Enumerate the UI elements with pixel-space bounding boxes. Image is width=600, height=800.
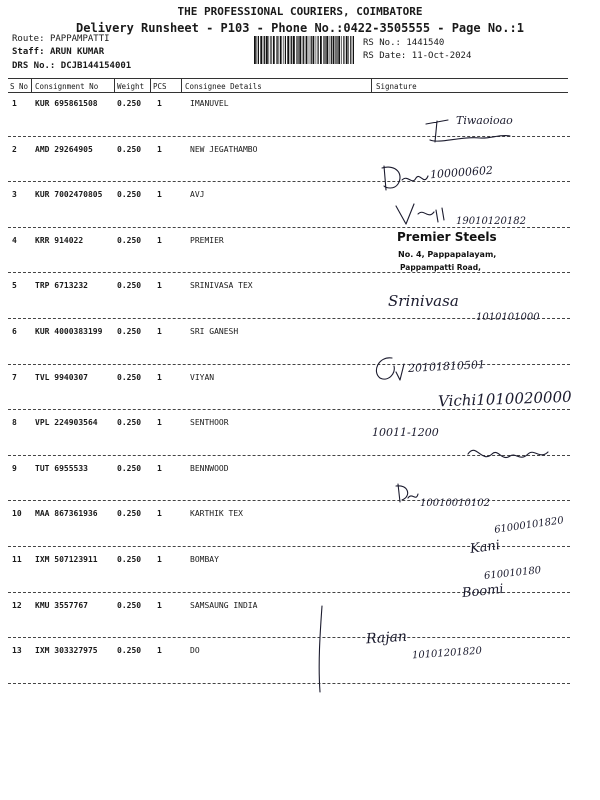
barcode-icon bbox=[254, 36, 354, 64]
row-consignment-no: MAA 867361936 bbox=[35, 509, 98, 519]
row-weight: 0.250 bbox=[117, 281, 142, 291]
signature-5-text: 1010101000 bbox=[476, 312, 540, 323]
stamp-company: Premier Steels bbox=[397, 230, 497, 244]
route-line bbox=[12, 34, 110, 44]
col-divider bbox=[31, 78, 32, 92]
signature-12-text: 10101201820 bbox=[411, 645, 483, 662]
signature-6-text: 20101810501 bbox=[407, 357, 486, 376]
row-weight: 0.250 bbox=[117, 418, 142, 428]
row-consignee: SRI GANESH bbox=[190, 327, 239, 336]
signature-3-text: 19010120182 bbox=[456, 216, 526, 227]
signature-9-text: 10010010102 bbox=[420, 498, 490, 509]
row-consignee: DO bbox=[190, 646, 200, 656]
signature-12-name: Rajan bbox=[365, 628, 408, 648]
row-sno: 11 bbox=[12, 555, 22, 564]
col-divider bbox=[150, 78, 151, 92]
stamp-address-1: No. 4, Pappapalayam, bbox=[398, 250, 497, 259]
route-value: PAPPAMPATTI bbox=[49, 34, 110, 44]
row-sno: 10 bbox=[12, 509, 22, 519]
row-consignee: SENTHOOR bbox=[190, 418, 229, 428]
row-weight: 0.250 bbox=[117, 327, 142, 336]
rs-no-value: 1441540 bbox=[406, 38, 445, 48]
row-sno: 12 bbox=[12, 600, 22, 610]
row-sno: 3 bbox=[12, 190, 17, 200]
rs-no-label: RS No.: bbox=[363, 38, 401, 48]
row-consignee: SRINIVASA TEX bbox=[190, 281, 253, 291]
signature-10-text: 61000101820 bbox=[493, 515, 565, 536]
row-separator bbox=[8, 181, 570, 182]
row-sno: 6 bbox=[12, 327, 17, 336]
row-consignee: SAMSAUNG INDIA bbox=[190, 600, 258, 610]
drs-value: DCJB144154001 bbox=[60, 61, 132, 71]
row-consignment-no: KRR 914022 bbox=[35, 235, 84, 245]
row-consignment-no: KUR 4000383199 bbox=[35, 327, 103, 336]
col-header-consignee: Consignee Details bbox=[185, 82, 262, 91]
col-header-signature: Signature bbox=[376, 82, 417, 91]
row-pcs: 1 bbox=[157, 99, 162, 108]
row-consignee: IMANUVEL bbox=[190, 99, 229, 108]
row-consignment-no: TVL 9940307 bbox=[35, 372, 88, 382]
row-weight: 0.250 bbox=[117, 144, 142, 154]
row-consignment-no: IXM 507123911 bbox=[35, 555, 98, 564]
row-pcs: 1 bbox=[157, 235, 162, 245]
row-consignment-no: KUR 7002470805 bbox=[35, 190, 103, 200]
row-pcs: 1 bbox=[157, 555, 162, 564]
staff-line bbox=[12, 47, 104, 57]
row-sno: 8 bbox=[12, 418, 17, 428]
row-sno: 2 bbox=[12, 144, 17, 154]
row-weight: 0.250 bbox=[117, 555, 142, 564]
drs-line bbox=[12, 61, 131, 71]
signature-10-name: Kani bbox=[469, 537, 501, 558]
row-pcs: 1 bbox=[157, 327, 162, 336]
row-pcs: 1 bbox=[157, 372, 162, 382]
signature-11-text: 610010180 bbox=[483, 565, 542, 582]
row-weight: 0.250 bbox=[117, 463, 142, 473]
signature-7-text: Vichi1010020000 bbox=[437, 387, 572, 411]
row-pcs: 1 bbox=[157, 418, 162, 428]
row-sno: 1 bbox=[12, 99, 17, 108]
signature-5-name: Srinivasa bbox=[388, 292, 459, 310]
signature-8[interactable] bbox=[462, 440, 562, 470]
row-consignment-no: TRP 6713232 bbox=[35, 281, 88, 291]
row-consignee: AVJ bbox=[190, 190, 205, 200]
rs-date-line bbox=[363, 51, 471, 61]
row-consignee: BENNWOOD bbox=[190, 463, 229, 473]
row-separator bbox=[8, 364, 570, 365]
row-sno: 9 bbox=[12, 463, 17, 473]
staff-label: Staff: bbox=[12, 47, 45, 57]
signature-8-text: 10011-1200 bbox=[372, 426, 439, 439]
signature-2-text: 100000602 bbox=[429, 163, 494, 182]
col-divider bbox=[114, 78, 115, 92]
rs-date-value: 11-Oct-2024 bbox=[411, 51, 472, 61]
company-name: THE PROFESSIONAL COURIERS, COIMBATORE bbox=[177, 5, 423, 18]
row-pcs: 1 bbox=[157, 463, 162, 473]
signature-6[interactable] bbox=[370, 352, 410, 384]
signature-1-text: Tiwaoioao bbox=[456, 114, 513, 127]
rs-date-label: RS Date: bbox=[363, 51, 407, 61]
col-header-consignment: Consignment No bbox=[35, 82, 99, 91]
row-weight: 0.250 bbox=[117, 600, 142, 610]
drs-label: DRS No.: bbox=[12, 61, 56, 71]
col-divider bbox=[371, 78, 372, 92]
signature-3[interactable] bbox=[392, 200, 452, 230]
signature-2[interactable] bbox=[378, 160, 438, 196]
row-pcs: 1 bbox=[157, 600, 162, 610]
row-pcs: 1 bbox=[157, 281, 162, 291]
table-header-rule bbox=[8, 92, 568, 93]
row-pcs: 1 bbox=[157, 646, 162, 656]
row-weight: 0.250 bbox=[117, 509, 142, 519]
row-consignee: KARTHIK TEX bbox=[190, 509, 243, 519]
row-sno: 5 bbox=[12, 281, 17, 291]
row-consignee: PREMIER bbox=[190, 235, 224, 245]
col-divider bbox=[181, 78, 182, 92]
signature-11-name: Boomi bbox=[461, 581, 505, 602]
row-pcs: 1 bbox=[157, 190, 162, 200]
signature-9[interactable] bbox=[392, 480, 422, 506]
rs-no-line bbox=[363, 38, 444, 48]
row-weight: 0.250 bbox=[117, 190, 142, 200]
row-pcs: 1 bbox=[157, 509, 162, 519]
row-weight: 0.250 bbox=[117, 235, 142, 245]
col-header-sno: S No bbox=[10, 82, 29, 91]
runsheet-title: Delivery Runsheet - P103 - Phone No.:0422-3505555 - Page No.:1 bbox=[76, 21, 524, 35]
row-consignment-no: AMD 29264905 bbox=[35, 144, 93, 154]
route-label: Route: bbox=[12, 34, 45, 44]
stamp-address-2: Pappampatti Road, bbox=[400, 263, 481, 272]
row-consignee: VIYAN bbox=[190, 372, 215, 382]
col-header-weight: Weight bbox=[117, 82, 145, 91]
row-sno: 7 bbox=[12, 372, 17, 382]
row-weight: 0.250 bbox=[117, 646, 142, 656]
row-separator bbox=[8, 409, 570, 410]
row-consignee: BOMBAY bbox=[190, 555, 219, 564]
table-top-rule bbox=[8, 78, 568, 79]
row-separator bbox=[8, 683, 570, 684]
row-sno: 13 bbox=[12, 646, 22, 656]
row-consignee: NEW JEGATHAMBO bbox=[190, 144, 258, 154]
row-consignment-no: KUR 695861508 bbox=[35, 99, 98, 108]
col-header-pcs: PCS bbox=[153, 82, 167, 91]
row-separator bbox=[8, 637, 570, 638]
row-consignment-no: TUT 6955533 bbox=[35, 463, 88, 473]
row-sno: 4 bbox=[12, 235, 17, 245]
row-weight: 0.250 bbox=[117, 372, 142, 382]
pen-stroke-mark bbox=[310, 604, 330, 694]
staff-value: ARUN KUMAR bbox=[49, 47, 105, 57]
row-pcs: 1 bbox=[157, 144, 162, 154]
row-consignment-no: KMU 3557767 bbox=[35, 600, 88, 610]
row-consignment-no: IXM 303327975 bbox=[35, 646, 98, 656]
row-consignment-no: VPL 224903564 bbox=[35, 418, 98, 428]
row-separator bbox=[8, 272, 570, 273]
row-weight: 0.250 bbox=[117, 99, 142, 108]
